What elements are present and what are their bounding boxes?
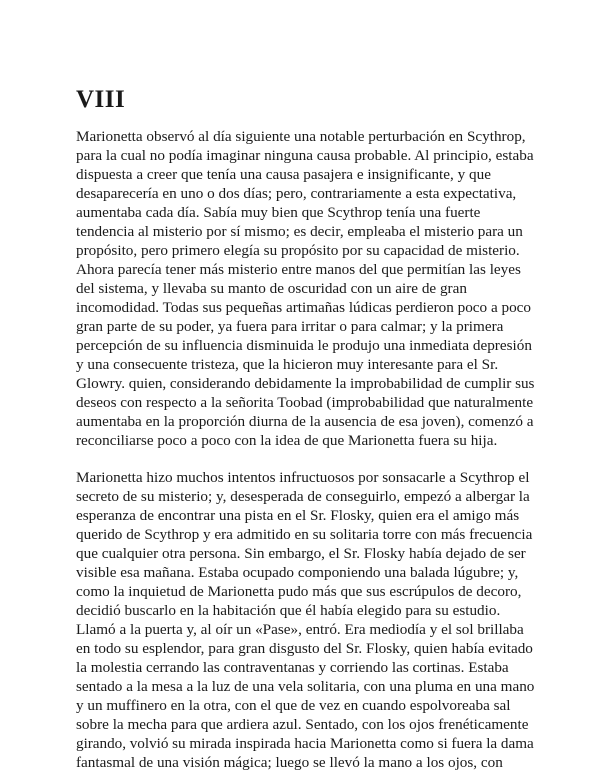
text-line: desaparecería en uno o dos días; pero, contrariamente a esta expectativa, <box>76 185 517 202</box>
text-line: percepción de su influencia disminuida le produjo una inmediata depresión <box>76 337 532 354</box>
text-line: aumentaba cada día. Sabía muy bien que Scythrop tenía una fuerte <box>76 204 481 221</box>
text-line: Llamó a la puerta y, al oír un «Pase», entró. Era mediodía y el sol brillaba <box>76 621 524 638</box>
text-line: Ahora parecía tener más misterio entre manos del que permitían las leyes <box>76 261 521 278</box>
text-line: que cualquier otra persona. Sin embargo, el Sr. Flosky había dejado de ser <box>76 545 526 562</box>
chapter-body <box>76 127 536 772</box>
text-line: girando, volvió su mirada inspirada hacia Marionetta como si fuera la dama <box>76 735 534 752</box>
text-line: visible esa mañana. Estaba ocupado componiendo una balada lúgubre; y, <box>76 564 519 581</box>
text-line: como la inquietud de Marionetta pudo más que sus escrúpulos de decoro, <box>76 583 522 600</box>
text-line: decidió buscarlo en la habitación que él había elegido para su estudio. <box>76 602 501 619</box>
text-line: Glowry. quien, considerando debidamente la improbabilidad de cumplir sus <box>76 375 535 392</box>
paragraph <box>76 468 536 772</box>
text-line: para la cual no podía imaginar ninguna causa probable. Al principio, estaba <box>76 147 534 164</box>
text-line: sobre la mecha para que ardiera azul. Sentado, con los ojos frenéticamente <box>76 716 529 733</box>
text-line: propósito, pero primero elegía su propósito por su capacidad de misterio. <box>76 242 520 259</box>
text-line: Marionetta hizo muchos intentos infructuosos por sonsacarle a Scythrop el <box>76 469 530 486</box>
text-line: dispuesta a creer que tenía una causa pasajera e insignificante, y que <box>76 166 491 183</box>
text-line: en todo su esplendor, para gran disgusto del Sr. Flosky, quien había evitado <box>76 640 533 657</box>
text-line: gran parte de su poder, ya fuera para irritar o para calmar; y la primera <box>76 318 504 335</box>
text-line: querido de Scythrop y era admitido en su solitaria torre con más frecuencia <box>76 526 533 543</box>
text-line: fantasmal de una visión mágica; luego se llevó la mano a los ojos, con <box>76 754 503 771</box>
text-line: incomodidad. Todas sus pequeñas artimañas lúdicas perdieron poco a poco <box>76 299 532 316</box>
text-line: aumentaba en la proporción diurna de la ausencia de esa joven), comenzó a <box>76 413 534 430</box>
text-line: secreto de su misterio; y, desesperada de conseguirlo, empezó a albergar la <box>76 488 530 505</box>
chapter-title: VIII <box>76 86 126 113</box>
text-line: sentado a la mesa a la luz de una vela solitaria, con una pluma en una mano <box>76 678 535 695</box>
text-line: reconciliarse poco a poco con la idea de que Marionetta fuera su hija. <box>76 432 498 449</box>
text-line: y un muffinero en la otra, con el que de vez en cuando espolvoreaba sal <box>76 697 511 714</box>
text-line: tendencia al misterio por sí mismo; es decir, empleaba el misterio para un <box>76 223 523 240</box>
text-line: esperanza de encontrar una pista en el Sr. Flosky, quien era el amigo más <box>76 507 520 524</box>
text-line: y una consecuente tristeza, que la hicieron muy interesante para el Sr. <box>76 356 499 373</box>
text-line: Marionetta observó al día siguiente una notable perturbación en Scythrop, <box>76 128 526 145</box>
paragraph <box>76 127 536 450</box>
text-line: del sistema, y llevaba su manto de oscuridad con un aire de gran <box>76 280 467 297</box>
text-line: deseos con respecto a la señorita Toobad (improbabilidad que naturalmente <box>76 394 534 411</box>
text-line: la molestia cerrando las contraventanas y corriendo las cortinas. Estaba <box>76 659 509 676</box>
